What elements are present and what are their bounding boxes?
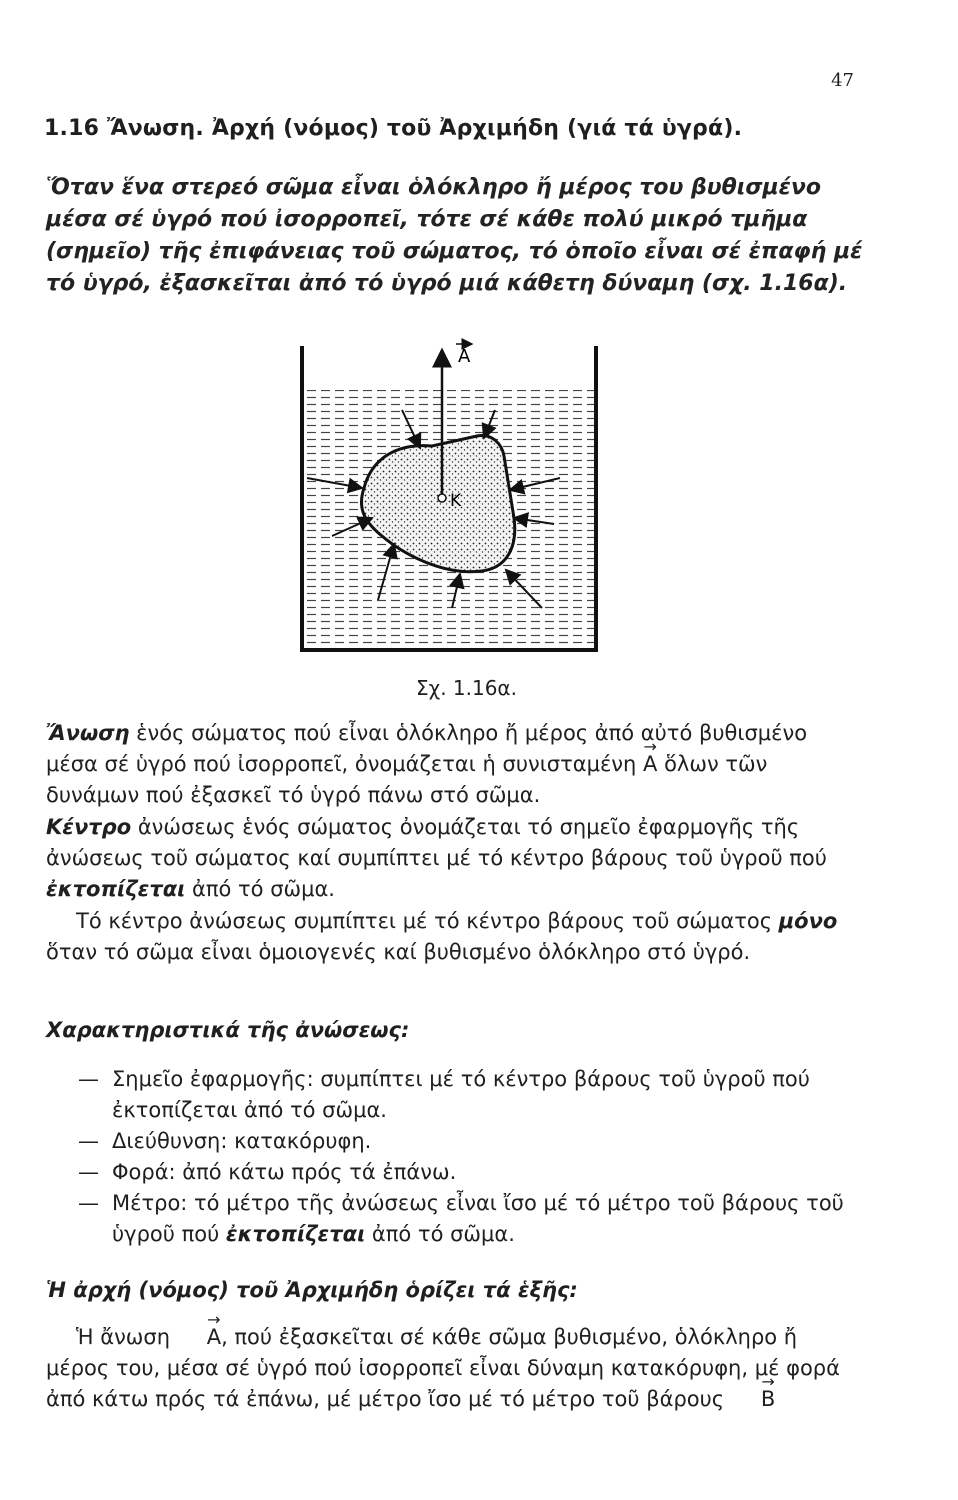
force-label: A — [458, 346, 471, 367]
center-label: K — [450, 491, 462, 511]
list-item: — Διεύθυνση: κατακόρυφη. — [78, 1126, 878, 1157]
characteristics-title: Χαρακτηριστικά τῆς ἀνώσεως: — [46, 1018, 410, 1042]
figure-caption: Σχ. 1.16α. — [416, 676, 517, 700]
section-heading: 1.16 Ἄνωση. Ἀρχή (νόμος) τοῦ Ἀρχιμήδη (γιά τά ὑγρά). — [44, 116, 743, 141]
term-center: Κέντρο — [46, 815, 132, 839]
law-title: Ἡ ἀρχή (νόμος) τοῦ Ἀρχιμήδη ὁρίζει τά ἑξῆς: — [46, 1278, 578, 1302]
definition-buoyancy: Ἄνωση ἑνός σώματος πού εἶναι ὁλόκληρο ἤ μέρος ἀπό αὐτό βυθισμένο μέσα σέ ὑγρό πού ἰσορροπεῖ, ὀνομάζεται ἡ συνισταμένη → A ὅλων τῶν δυνάμων πού ἐξασκεῖ τό ὑγρό πάνω στό σῶμα. — [46, 718, 864, 811]
intro-paragraph: Ὅταν ἕνα στερεό σῶμα εἶναι ὁλόκληρο ἤ μέρος του βυθισμένο μέσα σέ ὑγρό πού ἰσορροπεῖ, τότε σέ κάθε πολύ μικρό τμῆμα (σημεῖο) τῆς ἐπιφάνειας τοῦ σώματος, τό ὁποῖο εἶναι σέ ἐπαφή μέ τό ὑγρό, ἐξασκεῖται ἀπό τό ὑγρό μιά κάθετη δύναμη (σχ. 1.16α). — [46, 175, 863, 296]
list-item: — Μέτρο: τό μέτρο τῆς ἀνώσεως εἶναι ἴσο μέ τό μέτρο τοῦ βάρους τοῦ ὑγροῦ πού ἐκτοπίζεται ἀπό τό σῶμα. — [78, 1188, 878, 1250]
definition-center: Κέντρο ἀνώσεως ἑνός σώματος ὀνομάζεται τό σημεῖο ἐφαρμογῆς τῆς ἀνώσεως τοῦ σώματος καί συμπίπτει μέ τό κέντρο βάρους τοῦ ὑγροῦ πού ἐκτοπίζεται ἀπό τό σῶμα. — [46, 815, 827, 901]
vector-a: → A — [177, 1322, 221, 1353]
buoyancy-diagram — [292, 338, 602, 658]
list-item: — Σημεῖο ἐφαρμογῆς: συμπίπτει μέ τό κέντρο βάρους τοῦ ὑγροῦ πού ἐκτοπίζεται ἀπό τό σῶμα. — [78, 1064, 878, 1126]
figure-buoyancy — [292, 338, 602, 658]
page-number: 47 — [831, 70, 854, 91]
term-buoyancy: Ἄνωση — [46, 721, 130, 745]
vector-b: → B — [731, 1384, 775, 1415]
vector-a: → A — [643, 749, 657, 780]
list-item: — Φορά: ἀπό κάτω πρός τά ἐπάνω. — [78, 1157, 878, 1188]
archimedes-law: Ἡ ἄνωση → A, πού ἐξασκεῖται σέ κάθε σῶμα βυθισμένο, ὁλόκληρο ἤ μέρος του, μέσα σέ ὑγρό πού ἰσορροπεῖ εἶναι δύναμη κατακόρυφη, μέ φορά ἀπό κάτω πρός τά ἐπάνω, μέ μέτρο ἴσο μέ τό μέτρο τοῦ βάρους → B — [46, 1322, 864, 1415]
center-note: Τό κέντρο ἀνώσεως συμπίπτει μέ τό κέντρο βάρους τοῦ σώματος μόνο ὅταν τό σῶμα εἶναι ὁμοιογενές καί βυθισμένο ὁλόκληρο στό ὑγρό. — [46, 909, 838, 964]
center-point — [438, 494, 446, 502]
characteristics-list — [78, 1064, 878, 1250]
